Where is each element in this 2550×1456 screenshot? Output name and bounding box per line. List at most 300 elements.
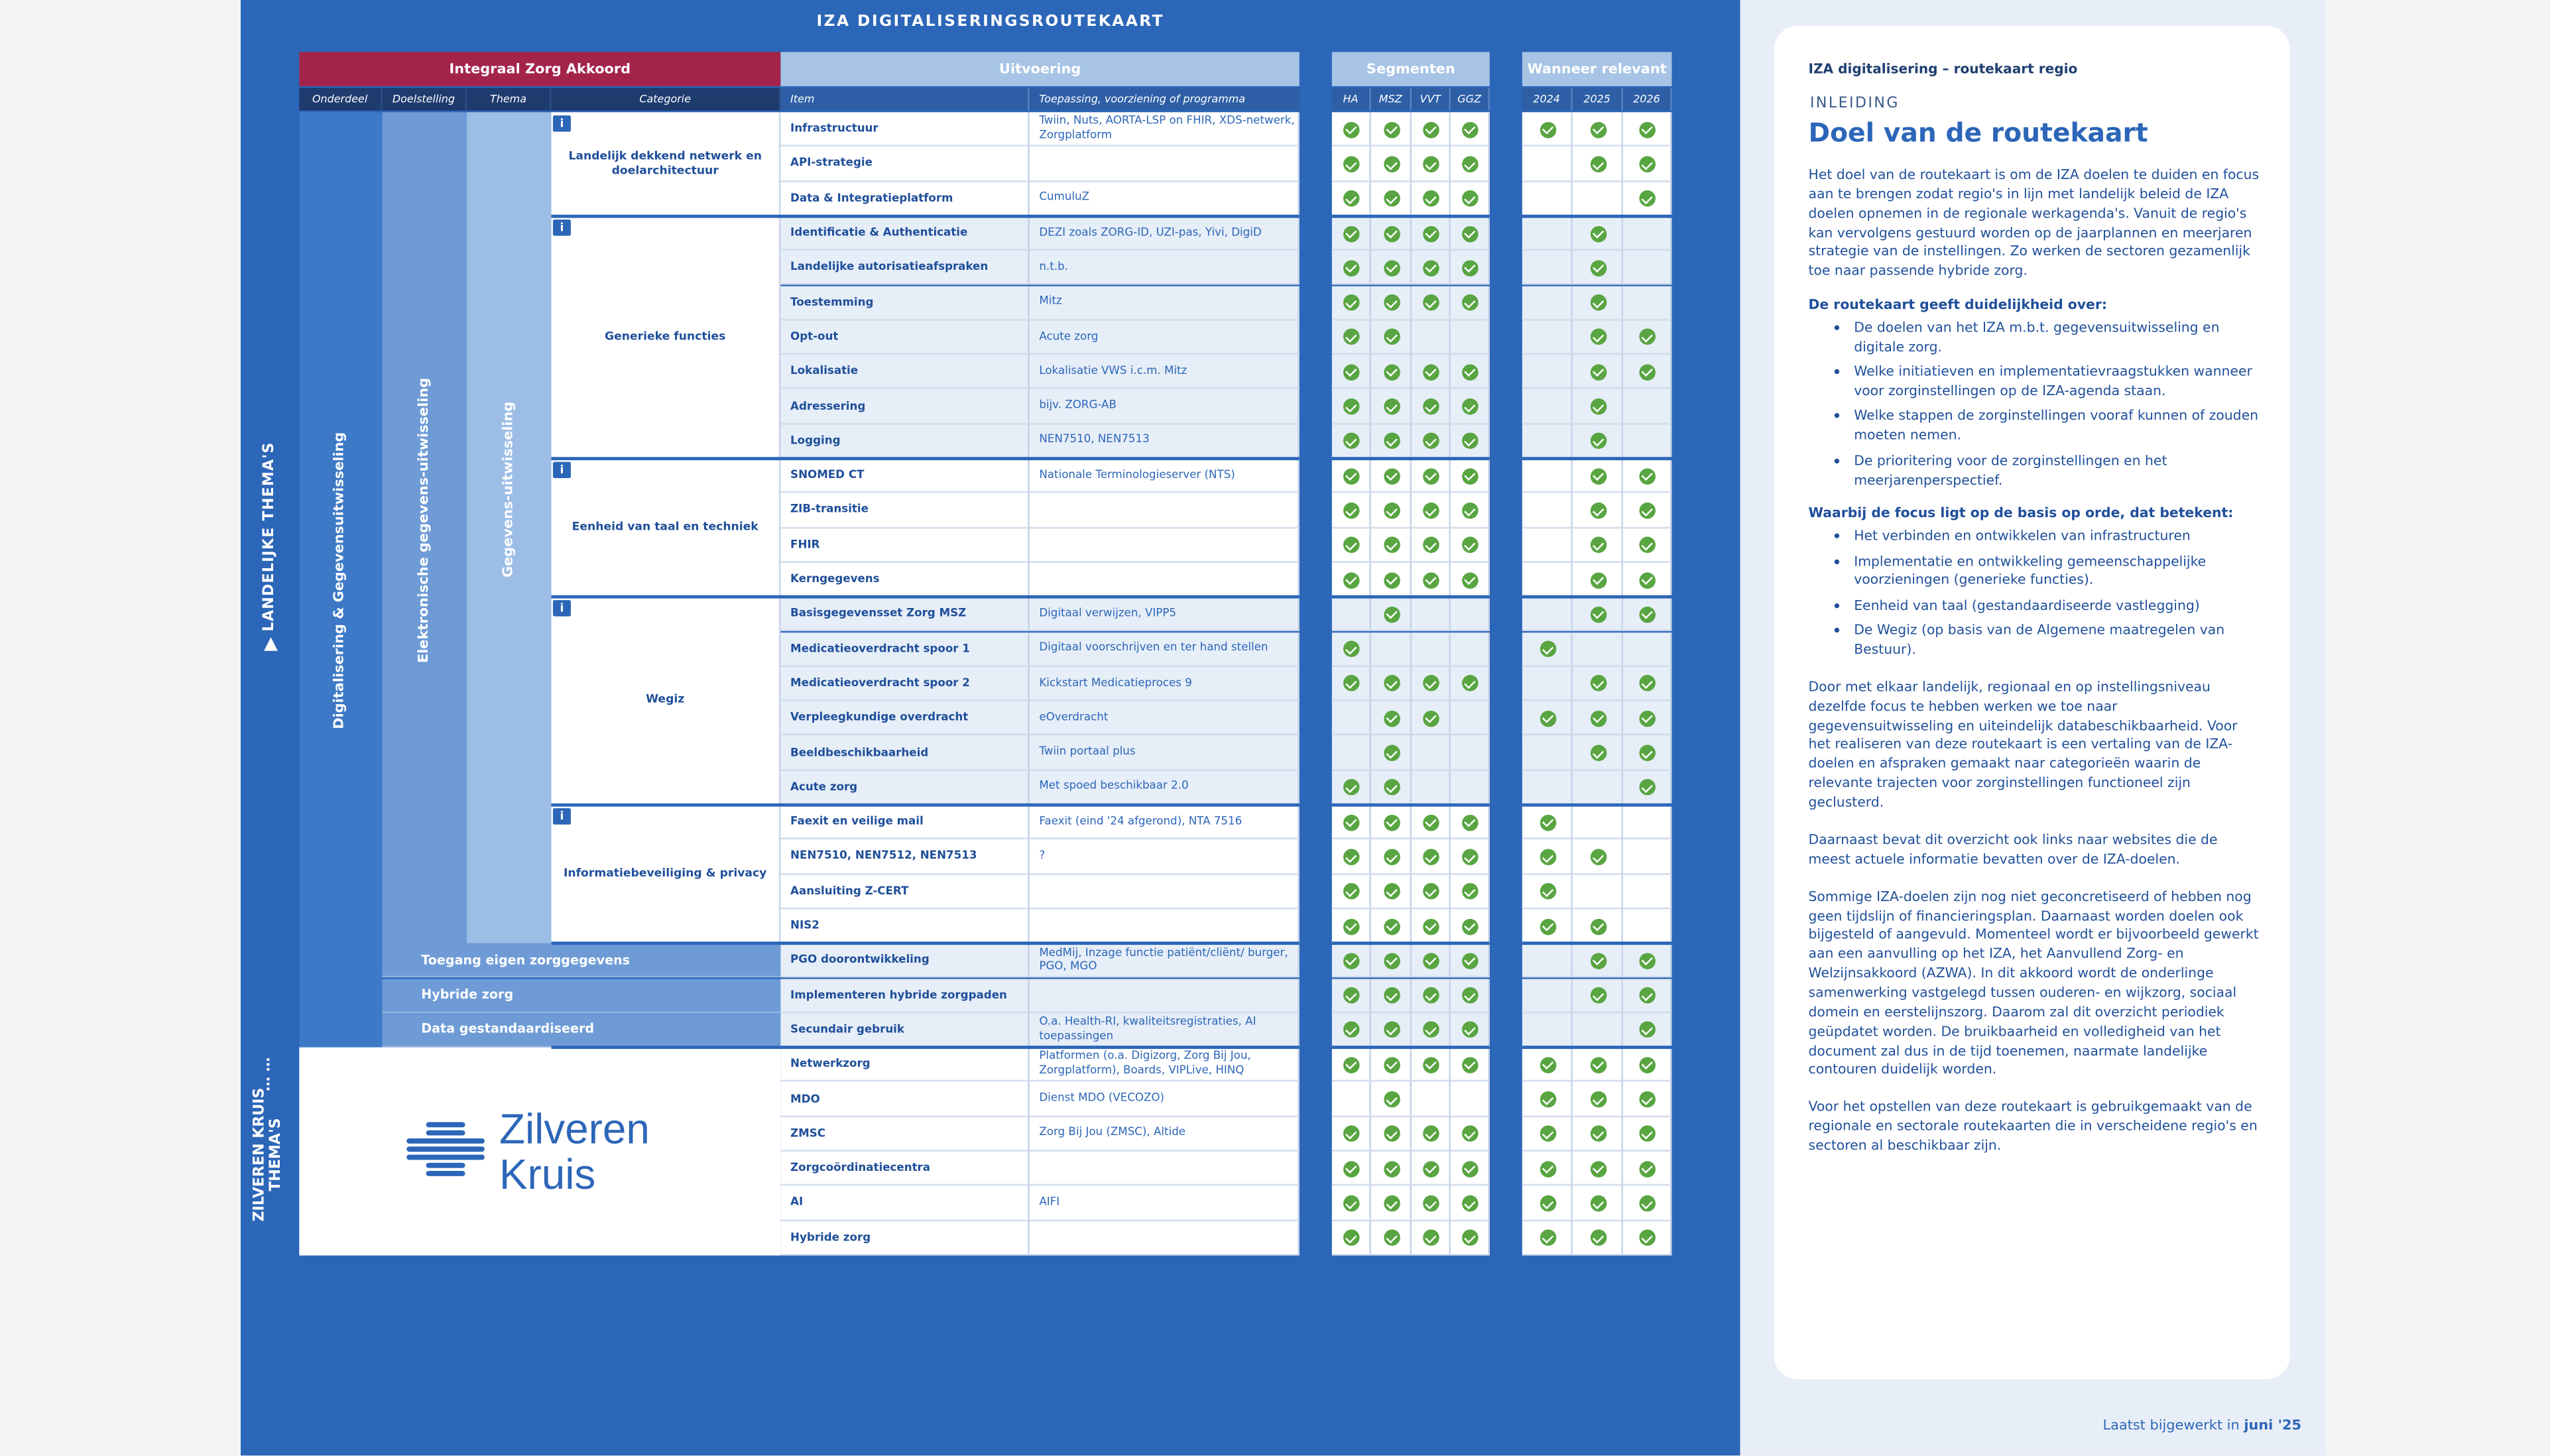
toepassing-cell xyxy=(1030,562,1300,597)
check-icon xyxy=(1423,1195,1439,1212)
item-cell: NIS2 xyxy=(780,909,1029,943)
subheader-segment: MSZ xyxy=(1371,88,1412,110)
list2-item: • Eenheid van taal (gestandaardiseerde vastlegging) xyxy=(1854,597,2260,616)
section-divider xyxy=(1522,457,1672,460)
check-icon xyxy=(1423,364,1439,381)
segment-cell xyxy=(1332,1082,1371,1117)
year-cell xyxy=(1573,805,1623,839)
item-cell: Netwerkzorg xyxy=(780,1048,1029,1082)
section-divider xyxy=(1332,595,1490,599)
uitvoering-header: Uitvoering xyxy=(780,52,1299,86)
list2-item: • De Wegiz (op basis van de Algemene maatregelen van Bestuur). xyxy=(1854,621,2260,660)
check-icon xyxy=(1462,468,1479,485)
item-cell: NEN7510, NEN7512, NEN7513 xyxy=(780,839,1029,874)
toepassing-cell: Digitaal voorschrijven en ter hand stellen xyxy=(1030,632,1300,666)
item-cell: Medicatieoverdracht spoor 2 xyxy=(780,666,1029,701)
check-icon xyxy=(1590,121,1607,138)
toepassing-cell xyxy=(1030,1221,1300,1255)
subheader-doelstelling: Doelstelling xyxy=(382,88,467,110)
item-cell: SNOMED CT xyxy=(780,459,1029,493)
info-icon[interactable]: i xyxy=(553,808,571,825)
subheader-segment: HA xyxy=(1332,88,1371,110)
list1-item: • De prioritering voor de zorginstellingen en het meerjarenperspectief. xyxy=(1854,452,2260,490)
check-icon xyxy=(1343,121,1360,138)
year-cell xyxy=(1522,943,1573,978)
ellipsis-icon: ⋯⋯ xyxy=(261,1052,278,1091)
iza-header: Integraal Zorg Akkoord xyxy=(299,52,780,86)
category-cell: Generieke functies xyxy=(551,216,780,459)
list2-item: • Implementatie en ontwikkeling gemeenschappelijke voorzieningen (generieke functies). xyxy=(1854,552,2260,591)
item-cell: Kerngegevens xyxy=(780,562,1029,597)
check-icon xyxy=(1343,225,1360,242)
year-cell xyxy=(1623,839,1672,874)
segment-cell xyxy=(1451,770,1490,805)
check-icon xyxy=(1462,1057,1479,1073)
subheader-categorie: Categorie xyxy=(551,88,780,110)
check-icon xyxy=(1462,1195,1479,1212)
check-icon xyxy=(1639,1160,1656,1177)
check-icon xyxy=(1590,468,1607,485)
toepassing-cell: Met spoed beschikbaar 2.0 xyxy=(1030,770,1300,805)
segment-cell xyxy=(1412,632,1451,666)
year-cell xyxy=(1522,147,1573,181)
item-cell: Hybride zorg xyxy=(780,1221,1029,1255)
toepassing-cell: ? xyxy=(1030,839,1300,874)
item-cell: AI xyxy=(780,1186,1029,1221)
toepassing-cell xyxy=(1030,147,1300,181)
check-icon xyxy=(1462,814,1479,831)
category-cell: Informatiebeveiliging & privacy xyxy=(551,805,780,943)
toepassing-cell: O.a. Health-RI, kwaliteitsregistraties, AI toepassingen xyxy=(1030,1013,1300,1048)
info-icon[interactable]: i xyxy=(553,115,571,132)
item-cell: Beeldbeschikbaarheid xyxy=(780,736,1029,770)
info-icon[interactable]: i xyxy=(553,601,571,617)
year-cell xyxy=(1522,424,1573,458)
zilveren-kruis-logo-icon xyxy=(406,1113,485,1191)
category-cell: Wegiz xyxy=(551,597,780,805)
check-icon xyxy=(1462,225,1479,242)
intro-paragraph-5: Voor het opstellen van deze routekaart is gebruikgemaakt van de regionale en sectorale routekaarten die in verscheidene regio's en sectoren al beschikbaar zijn. xyxy=(1808,1098,2258,1153)
check-icon xyxy=(1383,1160,1400,1177)
section-divider xyxy=(551,595,1299,599)
check-icon xyxy=(1383,1195,1400,1212)
check-icon xyxy=(1423,849,1439,865)
subheader-year: 2025 xyxy=(1573,88,1623,110)
toepassing-cell: Faexit (eind '24 afgerond), NTA 7516 xyxy=(1030,805,1300,839)
item-cell: ZIB-transitie xyxy=(780,493,1029,528)
segment-cell xyxy=(1451,597,1490,632)
year-cell xyxy=(1522,978,1573,1012)
section-divider xyxy=(1332,1046,1490,1049)
year-cell xyxy=(1522,389,1573,424)
check-icon xyxy=(1462,398,1479,415)
check-icon xyxy=(1343,1057,1360,1073)
item-cell: Verpleegkundige overdracht xyxy=(780,701,1029,735)
item-cell: PGO doorontwikkeling xyxy=(780,943,1029,978)
check-icon xyxy=(1423,260,1439,276)
year-cell xyxy=(1522,666,1573,701)
check-icon xyxy=(1383,953,1400,969)
check-icon xyxy=(1423,156,1439,172)
section-divider xyxy=(551,942,1299,945)
toepassing-cell: MedMij, Inzage functie patiënt/cliënt/ burger, PGO, MGO xyxy=(1030,943,1300,978)
toepassing-cell: Lokalisatie VWS i.c.m. Mitz xyxy=(1030,355,1300,389)
item-cell: Zorgcoördinatiecentra xyxy=(780,1152,1029,1186)
check-icon xyxy=(1590,1160,1607,1177)
check-icon xyxy=(1540,849,1556,865)
toepassing-cell: Dienst MDO (VECOZO) xyxy=(1030,1082,1300,1117)
check-icon xyxy=(1590,710,1607,727)
check-icon xyxy=(1343,1195,1360,1212)
check-icon xyxy=(1423,468,1439,485)
year-cell xyxy=(1623,909,1672,943)
check-icon xyxy=(1343,156,1360,172)
segment-cell xyxy=(1332,701,1371,735)
item-cell: Basisgegevensset Zorg MSZ xyxy=(780,597,1029,632)
year-cell xyxy=(1522,182,1573,216)
check-icon xyxy=(1343,1160,1360,1177)
subheader-toepassing: Toepassing, voorziening of programma xyxy=(1030,88,1300,110)
segmenten-header: Segmenten xyxy=(1332,52,1490,86)
wanneer-header: Wanneer relevant xyxy=(1522,52,1672,86)
section-divider xyxy=(1522,942,1672,945)
check-icon xyxy=(1639,121,1656,138)
section-divider xyxy=(1522,595,1672,599)
category-cell: Eenheid van taal en techniek xyxy=(551,459,780,597)
intro-paragraph-2: Door met elkaar landelijk, regionaal en op instellingsniveau dezelfde focus te hebben werken we toe naar gegevensuitwisseling en uiteindelijk databeschikbaarheid. Voor het realiseren van deze routekaart is een vertaling van de IZA-doelen en afspraken gemaakt naar categorieën waarin de relevante trajecten voor zorginstellingen functioneel zijn geclusterd. xyxy=(1808,678,2238,810)
info-icon[interactable]: i xyxy=(553,219,571,236)
item-cell: Adressering xyxy=(780,389,1029,424)
toepassing-cell: Kickstart Medicatieproces 9 xyxy=(1030,666,1300,701)
toepassing-cell xyxy=(1030,909,1300,943)
check-icon xyxy=(1639,572,1656,588)
item-cell: Lokalisatie xyxy=(780,355,1029,389)
toepassing-cell: Twiin, Nuts, AORTA-LSP on FHIR, XDS-netwerk, Zorgplatform xyxy=(1030,112,1300,147)
year-cell xyxy=(1573,875,1623,909)
item-cell: Medicatieoverdracht spoor 1 xyxy=(780,632,1029,666)
doelstelling-label: Elektronische gegevens-uitwisseling xyxy=(416,377,433,662)
toepassing-cell: Platformen (o.a. Digizorg, Zorg Bij Jou, Zorgplatform), Boards, VIPLive, HINQ xyxy=(1030,1048,1300,1082)
check-icon xyxy=(1590,607,1607,623)
check-icon xyxy=(1540,1195,1556,1212)
toepassing-cell: Acute zorg xyxy=(1030,320,1300,355)
item-cell: Toestemming xyxy=(780,285,1029,320)
section-divider xyxy=(551,215,1299,218)
check-icon xyxy=(1590,260,1607,276)
check-icon xyxy=(1423,953,1439,969)
year-cell xyxy=(1522,285,1573,320)
onderdeel-label: Digitalisering & Gegevensuitwisseling xyxy=(332,431,348,729)
segment-cell xyxy=(1412,597,1451,632)
year-cell xyxy=(1623,285,1672,320)
check-icon xyxy=(1423,121,1439,138)
segment-cell xyxy=(1451,320,1490,355)
check-icon xyxy=(1639,364,1656,381)
check-icon xyxy=(1423,225,1439,242)
year-cell xyxy=(1522,251,1573,285)
segment-cell xyxy=(1451,1082,1490,1117)
check-icon xyxy=(1343,364,1360,381)
main-title: IZA DIGITALISERINGSROUTEKAART xyxy=(816,13,1164,31)
check-icon xyxy=(1343,918,1360,935)
year-cell xyxy=(1573,770,1623,805)
year-cell xyxy=(1522,459,1573,493)
year-cell xyxy=(1522,493,1573,528)
check-icon xyxy=(1639,1195,1656,1212)
check-icon xyxy=(1540,121,1556,138)
check-icon xyxy=(1590,953,1607,969)
subheader-segment: VVT xyxy=(1412,88,1451,110)
item-cell: Opt-out xyxy=(780,320,1029,355)
toepassing-cell: n.t.b. xyxy=(1030,251,1300,285)
check-icon xyxy=(1462,918,1479,935)
check-icon xyxy=(1343,849,1360,865)
year-cell xyxy=(1623,424,1672,458)
check-icon xyxy=(1383,468,1400,485)
landelijke-themas-label: LANDELIJKE THEMA'S xyxy=(261,442,278,632)
toepassing-cell xyxy=(1030,493,1300,528)
check-icon xyxy=(1383,1057,1400,1073)
check-icon xyxy=(1343,260,1360,276)
year-cell xyxy=(1522,1013,1573,1048)
section-divider xyxy=(1332,457,1490,460)
check-icon xyxy=(1462,572,1479,588)
check-icon xyxy=(1383,260,1400,276)
section-label: INLEIDING xyxy=(1809,95,1900,113)
section-divider xyxy=(1332,942,1490,945)
check-icon xyxy=(1383,121,1400,138)
segment-cell xyxy=(1412,320,1451,355)
list2 xyxy=(1809,527,2261,660)
intro-paragraph-3: Daarnaast bevat dit overzicht ook links naar websites die de meest actuele informatie bevatten over de IZA-doelen. xyxy=(1808,831,2218,867)
subheader-item: Item xyxy=(780,88,1029,110)
check-icon xyxy=(1462,953,1479,969)
toepassing-cell xyxy=(1030,528,1300,562)
toepassing-cell xyxy=(1030,978,1300,1012)
check-icon xyxy=(1343,814,1360,831)
year-cell xyxy=(1623,632,1672,666)
check-icon xyxy=(1590,503,1607,519)
subheader-onderdeel: Onderdeel xyxy=(299,88,382,110)
toepassing-cell: Twiin portaal plus xyxy=(1030,736,1300,770)
year-cell xyxy=(1623,805,1672,839)
year-cell xyxy=(1623,389,1672,424)
year-cell xyxy=(1573,1013,1623,1048)
year-cell xyxy=(1522,320,1573,355)
check-icon xyxy=(1590,849,1607,865)
item-cell: Identificatie & Authenticatie xyxy=(780,216,1029,251)
toepassing-cell: CumuluZ xyxy=(1030,182,1300,216)
section-divider xyxy=(1332,804,1490,807)
check-icon xyxy=(1639,953,1656,969)
check-icon xyxy=(1462,121,1479,138)
toepassing-cell: Zorg Bij Jou (ZMSC), Altide xyxy=(1030,1117,1300,1151)
toepassing-cell: AIFI xyxy=(1030,1186,1300,1221)
item-cell: Landelijke autorisatieafspraken xyxy=(780,251,1029,285)
item-cell: MDO xyxy=(780,1082,1029,1117)
check-icon xyxy=(1423,1160,1439,1177)
check-icon xyxy=(1423,710,1439,727)
toepassing-cell: eOverdracht xyxy=(1030,701,1300,735)
check-icon xyxy=(1590,364,1607,381)
last-updated-date: juni '25 xyxy=(2244,1418,2301,1435)
year-cell xyxy=(1623,875,1672,909)
section-divider xyxy=(1332,215,1490,218)
item-cell: API-strategie xyxy=(780,147,1029,181)
item-cell: FHIR xyxy=(780,528,1029,562)
theme-wide-cell: Data gestandaardiseerd xyxy=(382,1013,780,1048)
doc-title: IZA digitalisering – routekaart regio xyxy=(1808,60,2078,77)
check-icon xyxy=(1540,814,1556,831)
theme-wide-cell: Hybride zorg xyxy=(382,978,780,1012)
check-icon xyxy=(1639,156,1656,172)
list2-item: • Het verbinden en ontwikkelen van infrastructuren xyxy=(1854,527,2260,546)
check-icon xyxy=(1639,1057,1656,1073)
intro-heading: Doel van de routekaart xyxy=(1808,117,2148,149)
check-icon xyxy=(1383,156,1400,172)
check-icon xyxy=(1423,1057,1439,1073)
theme-wide-cell: Toegang eigen zorggegevens xyxy=(382,943,780,978)
zilveren-themas-label: ZILVEREN KRUIS THEMA'S xyxy=(252,1087,285,1222)
item-cell: Data & Integratieplatform xyxy=(780,182,1029,216)
intro-body xyxy=(1809,166,2261,1156)
list1-title: De routekaart geeft duidelijkheid over: xyxy=(1808,296,2108,313)
list1-item: • Welke initiatieven en implementatievraagstukken wanneer voor zorginstellingen op de IZA-agenda staan. xyxy=(1854,363,2260,402)
section-divider xyxy=(551,1046,1299,1049)
year-cell xyxy=(1522,736,1573,770)
toepassing-cell: Digitaal verwijzen, VIPP5 xyxy=(1030,597,1300,632)
check-icon xyxy=(1383,607,1400,623)
check-icon xyxy=(1639,1091,1656,1108)
category-cell: Landelijk dekkend netwerk en doelarchitectuur xyxy=(551,112,780,216)
subheader-year: 2026 xyxy=(1623,88,1672,110)
check-icon xyxy=(1343,953,1360,969)
check-icon xyxy=(1639,710,1656,727)
check-icon xyxy=(1540,1057,1556,1073)
year-cell xyxy=(1522,528,1573,562)
toepassing-cell xyxy=(1030,1152,1300,1186)
info-icon[interactable]: i xyxy=(553,462,571,479)
segment-cell xyxy=(1451,632,1490,666)
check-icon xyxy=(1462,156,1479,172)
subheader-thema: Thema xyxy=(467,88,552,110)
check-icon xyxy=(1423,503,1439,519)
check-icon xyxy=(1540,710,1556,727)
segment-cell xyxy=(1371,632,1412,666)
year-cell xyxy=(1522,562,1573,597)
year-cell xyxy=(1522,216,1573,251)
logo-line-2: Kruis xyxy=(499,1150,596,1199)
check-icon xyxy=(1423,398,1439,415)
toepassing-cell: Nationale Terminologieserver (NTS) xyxy=(1030,459,1300,493)
check-icon xyxy=(1639,607,1656,623)
check-icon xyxy=(1383,364,1400,381)
collapse-triangle-icon[interactable]: ▶ xyxy=(259,637,281,651)
intro-paragraph-4: Sommige IZA-doelen zijn nog niet geconcretiseerd of hebben nog geen tijdslijn of financieringsplan. Daarnaast worden doelen ook bijgesteld of aangevuld. Momenteel wordt er bijvoorbeeld gewerkt aan een aanvulling op het IZA, het Aanvullend Zorg- en Welzijnsakkoord (AZWA). In dit akkoord wordt de onderlinge samenwerking vastgelegd tussen ouderen- en wijkzorg, sociaal domein en eerstelijnszorg. Daarom zal dit overzicht periodiek geüpdatet worden. De bruikbaarheid en volledigheid van het document zal dus in de tijd toenemen, naarmate landelijke contouren duidelijk worden. xyxy=(1808,887,2259,1077)
section-divider xyxy=(1522,215,1672,218)
check-icon xyxy=(1540,1160,1556,1177)
segment-cell xyxy=(1451,736,1490,770)
section-divider xyxy=(1522,804,1672,807)
year-cell xyxy=(1623,251,1672,285)
toepassing-cell: NEN7510, NEN7513 xyxy=(1030,424,1300,458)
segment-cell xyxy=(1412,1082,1451,1117)
item-cell: ZMSC xyxy=(780,1117,1029,1151)
check-icon xyxy=(1423,572,1439,588)
check-icon xyxy=(1639,503,1656,519)
check-icon xyxy=(1462,364,1479,381)
list1-item: • Welke stappen de zorginstellingen vooraf kunnen of zouden moeten nemen. xyxy=(1854,407,2260,446)
check-icon xyxy=(1383,814,1400,831)
year-cell xyxy=(1522,597,1573,632)
section-divider xyxy=(1522,1046,1672,1049)
check-icon xyxy=(1423,814,1439,831)
toepassing-cell: Mitz xyxy=(1030,285,1300,320)
item-cell: Acute zorg xyxy=(780,770,1029,805)
thema-label: Gegevens-uitwisseling xyxy=(501,400,517,577)
segment-cell xyxy=(1412,736,1451,770)
list1-item: • De doelen van het IZA m.b.t. gegevensuitwisseling en digitale zorg. xyxy=(1854,319,2260,357)
year-cell xyxy=(1623,216,1672,251)
item-cell: Infrastructuur xyxy=(780,112,1029,147)
check-icon xyxy=(1343,572,1360,588)
segment-cell xyxy=(1451,701,1490,735)
segment-cell xyxy=(1412,770,1451,805)
check-icon xyxy=(1639,745,1656,761)
check-icon xyxy=(1639,468,1656,485)
year-cell xyxy=(1573,632,1623,666)
section-divider xyxy=(551,457,1299,460)
check-icon xyxy=(1343,398,1360,415)
check-icon xyxy=(1462,849,1479,865)
check-icon xyxy=(1383,503,1400,519)
check-icon xyxy=(1590,156,1607,172)
last-updated xyxy=(2102,1418,2301,1435)
check-icon xyxy=(1423,918,1439,935)
subheader-year: 2024 xyxy=(1522,88,1573,110)
year-cell xyxy=(1573,182,1623,216)
year-cell xyxy=(1522,355,1573,389)
item-cell: Faexit en veilige mail xyxy=(780,805,1029,839)
last-updated-label: Laatst bijgewerkt in xyxy=(2102,1418,2240,1435)
list2-title: Waarbij de focus ligt op de basis op orde, dat betekent: xyxy=(1808,505,2234,521)
check-icon xyxy=(1462,260,1479,276)
segment-cell xyxy=(1332,736,1371,770)
item-cell: Aansluiting Z-CERT xyxy=(780,875,1029,909)
segment-cell xyxy=(1332,597,1371,632)
year-cell xyxy=(1522,770,1573,805)
item-cell: Secundair gebruik xyxy=(780,1013,1029,1048)
check-icon xyxy=(1462,503,1479,519)
list1 xyxy=(1809,319,2261,490)
check-icon xyxy=(1462,1160,1479,1177)
toepassing-cell xyxy=(1030,875,1300,909)
subheader-segment: GGZ xyxy=(1451,88,1490,110)
item-cell: Implementeren hybride zorgpaden xyxy=(780,978,1029,1012)
check-icon xyxy=(1383,710,1400,727)
routekaart-panel xyxy=(241,0,1740,1455)
item-cell: Logging xyxy=(780,424,1029,458)
toepassing-cell: bijv. ZORG-AB xyxy=(1030,389,1300,424)
intro-paragraph-1: Het doel van de routekaart is om de IZA doelen te duiden en focus aan te brengen zodat regio's in lijn met landelijk beleid de IZA doelen opnemen in de regionale werkagenda's. Vanuit de regio's kan vervolgens gestuurd worden op de jaarplannen en meerjaren strategie van de instellingen. Zo werken de sectoren gezamenlijk toe naar passende hybride zorg. xyxy=(1808,166,2260,279)
section-divider xyxy=(551,804,1299,807)
check-icon xyxy=(1343,468,1360,485)
check-icon xyxy=(1590,1057,1607,1073)
toepassing-cell: DEZI zoals ZORG-ID, UZI-pas, Yivi, DigiD xyxy=(1030,216,1300,251)
check-icon xyxy=(1343,503,1360,519)
check-icon xyxy=(1383,849,1400,865)
logo-line-1: Zilveren xyxy=(499,1104,650,1154)
